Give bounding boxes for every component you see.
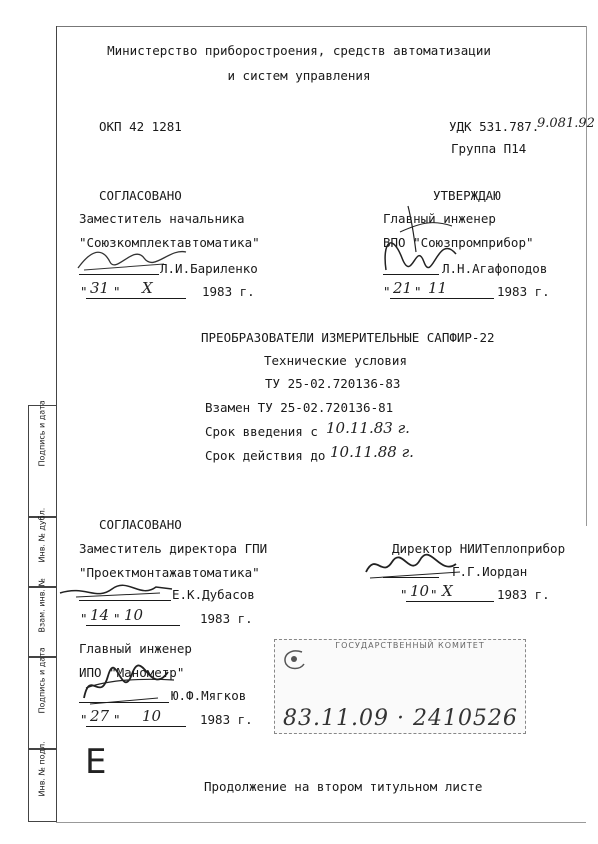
agreed-left3-sign-line	[79, 702, 169, 703]
agreed-left-date-q1: "	[80, 284, 88, 299]
frame-bottom-line	[56, 822, 586, 823]
literal-letter: Е	[85, 742, 107, 782]
product-valid-label: Срок действия до	[205, 448, 326, 463]
agreed-left-title: СОГЛАСОВАНО	[99, 188, 182, 203]
agreed-right2-date-q2: "	[430, 587, 438, 602]
approved-right-date-line	[390, 298, 494, 299]
approved-right-date-q1: "	[383, 284, 391, 299]
stamp-title: ГОСУДАРСТВЕННЫЙ КОМИТЕТ	[335, 641, 485, 650]
frame-right-line	[586, 26, 587, 526]
product-intro-label: Срок введения с	[205, 424, 318, 439]
ministry-line-1: Министерство приборостроения, средств автоматизации	[107, 43, 491, 58]
product-title: ПРЕОБРАЗОВАТЕЛИ ИЗМЕРИТЕЛЬНЫЕ САПФИР-22	[201, 330, 495, 345]
approved-right-date-month: 11	[428, 279, 448, 297]
agreed-left3-org: ИПО "Манометр"	[79, 665, 185, 680]
agreed-left2-sign-line	[79, 600, 171, 601]
agreed-right2-date-q1: "	[400, 587, 408, 602]
agreed-left2-position: Заместитель директора ГПИ	[79, 541, 268, 556]
udk-handwritten: 9.081.92	[537, 116, 595, 131]
agreed-left3-date-month: 10	[142, 707, 162, 725]
agreed-left-sign-line	[79, 274, 159, 275]
agreed-left3-position: Главный инженер	[79, 641, 192, 656]
agreed-right2-sign-line	[383, 577, 439, 578]
agreed-right2-position: Директор НИИТеплоприбор	[392, 541, 566, 556]
agreed-left-date-line	[86, 298, 186, 299]
frame-top-line	[56, 26, 586, 27]
agreed-left3-date-q1: "	[80, 712, 88, 727]
product-intro-date: 10.11.83 г.	[326, 419, 410, 437]
approved-right-title: УТВЕРЖДАЮ	[433, 188, 501, 203]
agreed-right2-date-month: X	[442, 582, 453, 600]
agreed-left-name: Л.И.Бариленко	[160, 261, 258, 276]
udk-code: УДК 531.787.	[449, 119, 540, 134]
approved-right-year: 1983 г.	[497, 284, 550, 299]
approved-right-org: ВПО "Союзпромприбор"	[383, 235, 534, 250]
side-label-signature-date-2: Подпись и дата	[37, 647, 47, 714]
side-label-signature-date-1: Подпись и дата	[37, 400, 47, 467]
agreed-left3-name: Ю.Ф.Мягков	[171, 688, 247, 703]
okp-code: ОКП 42 1281	[99, 119, 182, 134]
agreed-left3-date-line	[86, 726, 186, 727]
agreed-left-date-month: X	[142, 279, 153, 297]
agreed-right2-date-day: 10	[410, 582, 430, 600]
agreed-left2-title: СОГЛАСОВАНО	[99, 517, 182, 532]
agreed-right2-date-line	[406, 601, 494, 602]
agreed-right2-year: 1983 г.	[497, 587, 550, 602]
side-label-dup-inv: Инв. № дубл.	[37, 507, 47, 563]
product-valid-date: 10.11.88 г.	[330, 443, 414, 461]
ministry-line-2: и систем управления	[227, 68, 371, 83]
group-code: Группа П14	[451, 141, 527, 156]
agreed-left-date-q2: "	[113, 284, 121, 299]
product-tu: ТУ 25-02.720136-83	[265, 376, 401, 391]
agreed-right2-name: Г.Г.Иордан	[452, 564, 528, 579]
agreed-left2-name: Е.К.Дубасов	[172, 587, 255, 602]
approved-right-name: Л.Н.Агафоподов	[442, 261, 548, 276]
agreed-left2-date-line	[86, 625, 180, 626]
stamp-registration-number: 83.11.09 · 2410526	[283, 706, 518, 731]
product-subtitle: Технические условия	[264, 353, 407, 368]
side-label-repl-inv: Взам. инв. №	[37, 578, 47, 633]
agreed-left2-org: "Проектмонтажавтоматика"	[79, 565, 260, 580]
approved-right-date-q2: "	[414, 284, 422, 299]
signature-myagkov	[78, 658, 178, 714]
footer-continuation: Продолжение на втором титульном листе	[204, 779, 483, 794]
agreed-left-org: "Союзкомплектавтоматика"	[79, 235, 260, 250]
agreed-left2-date-q1: "	[80, 611, 88, 626]
approved-right-date-day: 21	[393, 279, 413, 297]
approved-right-position: Главный инженер	[383, 211, 496, 226]
agreed-left-date-day: 31	[90, 279, 110, 297]
side-label-orig-inv: Инв. № подл.	[37, 741, 47, 797]
agreed-left2-year: 1983 г.	[200, 611, 253, 626]
approved-right-sign-line	[383, 274, 439, 275]
agreed-left-year: 1983 г.	[202, 284, 255, 299]
agreed-left-position: Заместитель начальника	[79, 211, 245, 226]
agreed-left3-date-q2: "	[113, 712, 121, 727]
stamp-emblem-icon	[280, 646, 308, 672]
agreed-left3-year: 1983 г.	[200, 712, 253, 727]
agreed-left2-date-month: 10	[124, 606, 144, 624]
frame-left-line	[56, 26, 57, 822]
agreed-left3-date-day: 27	[90, 707, 110, 725]
agreed-left2-date-q2: "	[113, 611, 121, 626]
product-replaces: Взамен ТУ 25-02.720136-81	[205, 400, 394, 415]
agreed-left2-date-day: 14	[90, 606, 110, 624]
